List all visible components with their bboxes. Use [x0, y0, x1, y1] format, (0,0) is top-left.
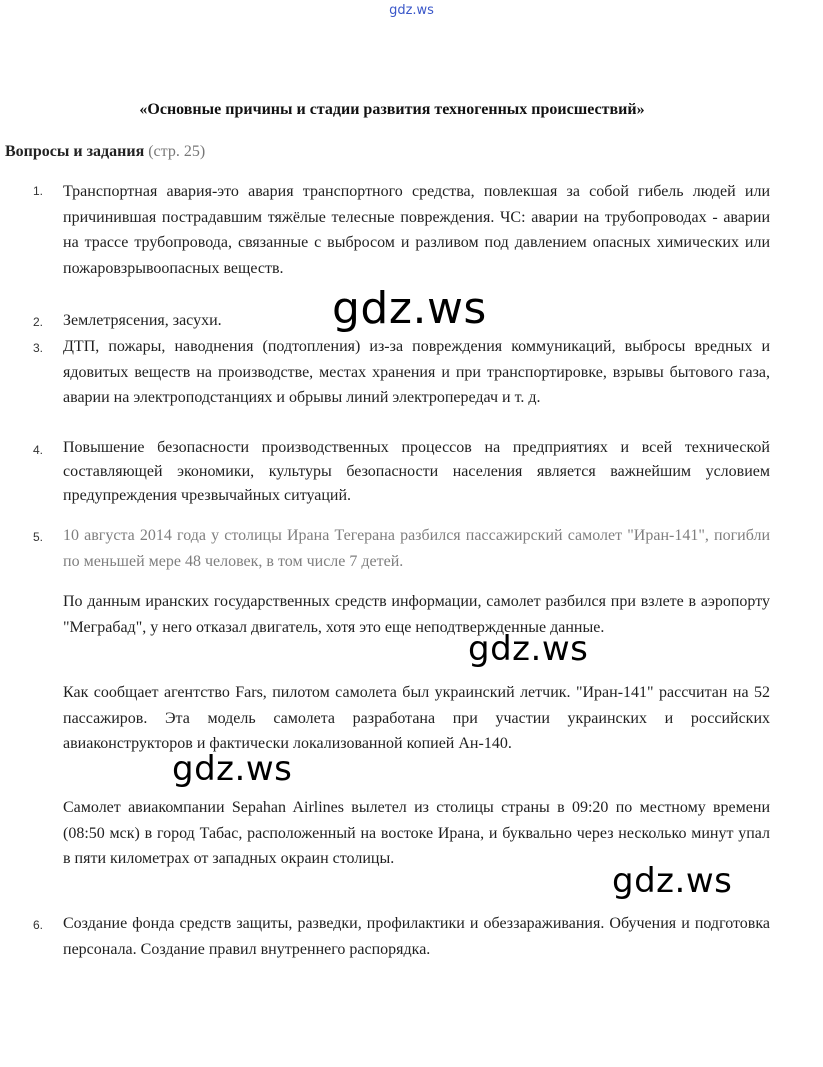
- item-paragraph: Как сообщает агентство Fars, пилотом самолета был украинский летчик. "Иран-141" рассчитан на 52 пассажиров. Эта модель самолета разработана при участии украинских и российских авиаконструкторов и фактически локализованной копией Ан-140.: [63, 684, 770, 752]
- watermark-logo: gdz.ws: [612, 861, 733, 901]
- watermark-logo: gdz.ws: [172, 749, 293, 789]
- item-paragraph: 10 августа 2014 года у столицы Ирана Тегерана разбился пассажирский самолет "Иран-141", погибли по меньшей мере 48 человек, в том числе 7 детей.: [63, 527, 770, 570]
- section-heading: [5, 143, 205, 161]
- watermark-logo: gdz.ws: [468, 629, 589, 669]
- item-paragraph: Транспортная авария-это авария транспортного средства, повлекшая за собой гибель людей или причинившая пострадавшим тяжёлые телесные повреждения. ЧС: аварии на трубопроводах - аварии на трассе трубопровода, связанные с выбросом и разливом под давлением опасных химических или пожаровзрывоопасных веществ.: [63, 183, 770, 277]
- section-label: Вопросы и задания: [5, 143, 145, 160]
- item-paragraph: По данным иранских государственных средств информации, самолет разбился при взлете в аэропорту "Меграбад", у него отказал двигатель, хотя это еще неподтвержденные данные.: [63, 593, 770, 636]
- item-number: 3.: [33, 341, 44, 355]
- item-number: 6.: [33, 918, 44, 932]
- section-page-ref: (стр. 25): [148, 143, 206, 160]
- item-number: 1.: [33, 184, 44, 198]
- watermark-logo: gdz.ws: [332, 283, 487, 334]
- item-paragraph: Землетрясения, засухи.: [63, 312, 222, 329]
- item-paragraph: ДТП, пожары, наводнения (подтопления) из-за повреждения коммуникаций, выбросы вредных и ядовитых веществ на производстве, местах хранения и при транспортировке, взрывы бытового газа, аварии на электроподстанциях и обрывы линий электропередач и т. д.: [63, 338, 770, 406]
- item-number: 4.: [33, 443, 44, 457]
- page-title: «Основные причины и стадии развития техногенных происшествий»: [139, 101, 645, 118]
- item-paragraph: Повышение безопасности производственных процессов на предприятиях и всей технической составляющей экономики, культуры безопасности населения является важнейшим условием предупреждения чрезвычайных ситуаций.: [63, 439, 770, 504]
- site-link[interactable]: gdz.ws: [389, 3, 434, 18]
- item-paragraph: Создание фонда средств защиты, разведки, профилактики и обеззараживания. Обучения и подготовка персонала. Создание правил внутреннего распорядка.: [63, 915, 770, 958]
- item-number: 5.: [33, 530, 44, 544]
- item-paragraph: Самолет авиакомпании Sepahan Airlines вылетел из столицы страны в 09:20 по местному времени (08:50 мск) в город Табас, расположенный на востоке Ирана, и буквально через несколько минут упал в пяти километрах от западных окраин столицы.: [63, 799, 770, 867]
- item-number: 2.: [33, 315, 44, 329]
